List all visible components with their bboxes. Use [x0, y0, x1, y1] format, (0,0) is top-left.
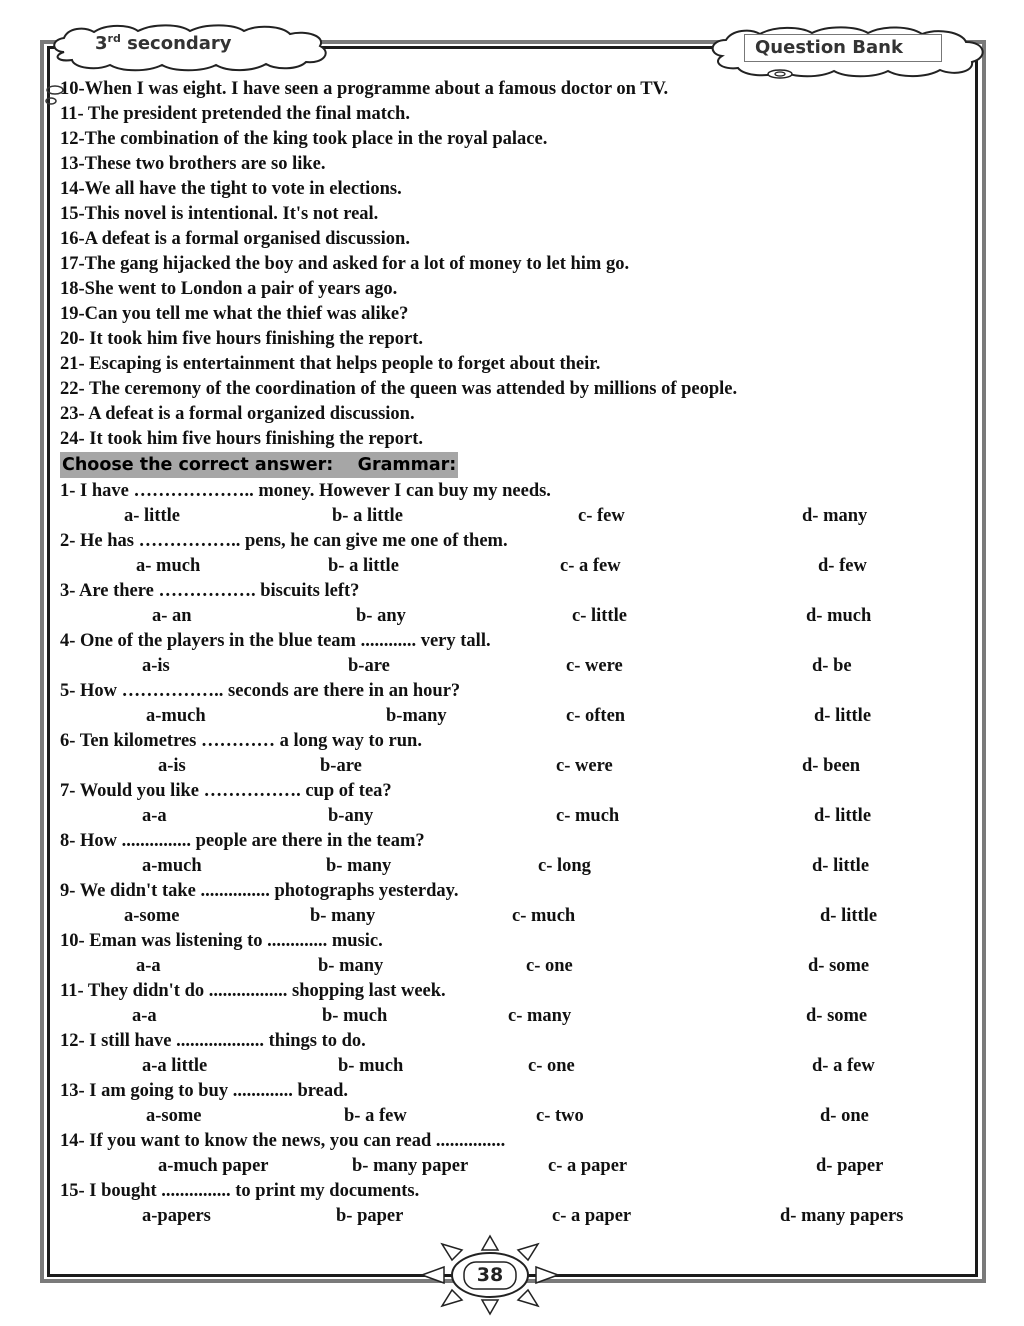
answer-option[interactable]: b- many — [326, 856, 392, 876]
answer-option[interactable]: a- an — [152, 606, 192, 626]
answer-option[interactable]: a-much — [146, 706, 206, 726]
grade-ordinal: rd — [107, 32, 121, 45]
answer-option[interactable]: c- long — [538, 856, 591, 876]
answer-option[interactable]: b-are — [348, 656, 390, 676]
correction-item: 14-We all have the tight to vote in elections. — [60, 179, 402, 199]
answer-option[interactable]: d- much — [806, 606, 872, 626]
answer-option[interactable]: b- a little — [332, 506, 403, 526]
question-bank-title: Question Bank — [755, 37, 903, 58]
correction-item: 15-This novel is intentional. It's not real. — [60, 204, 379, 224]
correction-item: 18-She went to London a pair of years ago. — [60, 279, 398, 299]
answer-option[interactable]: a-some — [146, 1106, 202, 1126]
answer-option[interactable]: a-is — [142, 656, 170, 676]
question-text: 8- How ............... people are there in the team? — [60, 831, 425, 851]
answer-option[interactable]: c- many — [508, 1006, 572, 1026]
answer-option[interactable]: c- often — [566, 706, 626, 726]
answer-option[interactable]: d- little — [820, 906, 878, 926]
answer-option[interactable]: c- a paper — [548, 1156, 628, 1176]
answer-option[interactable]: a-much paper — [158, 1156, 269, 1176]
question-text: 2- He has …………….. pens, he can give me one of them. — [60, 531, 508, 551]
answer-option[interactable]: a-some — [124, 906, 180, 926]
answer-option[interactable]: c- little — [572, 606, 627, 626]
grade-word: secondary — [120, 33, 232, 54]
correction-item: 24- It took him five hours finishing the report. — [60, 429, 423, 449]
answer-option[interactable]: d- little — [812, 856, 870, 876]
answer-option[interactable]: a-a — [132, 1006, 157, 1026]
answer-option[interactable]: b- paper — [336, 1206, 404, 1226]
correction-item: 12-The combination of the king took place in the royal palace. — [60, 129, 548, 149]
answer-option[interactable]: b- a few — [344, 1106, 407, 1126]
question-text: 4- One of the players in the blue team ............ very tall. — [60, 631, 491, 651]
answer-option[interactable]: b- many — [318, 956, 384, 976]
answer-option[interactable]: c- two — [536, 1106, 584, 1126]
answer-option[interactable]: c- were — [556, 756, 613, 776]
answer-option[interactable]: c- a paper — [552, 1206, 632, 1226]
question-text: 6- Ten kilometres ………… a long way to run. — [60, 731, 422, 751]
answer-option[interactable]: c- few — [578, 506, 625, 526]
question-text: 11- They didn't do ................. shopping last week. — [60, 981, 446, 1001]
question-text: 15- I bought ............... to print my documents. — [60, 1181, 420, 1201]
answer-option[interactable]: d- a few — [812, 1056, 875, 1076]
correction-item: 21- Escaping is entertainment that helps people to forget about their. — [60, 354, 601, 374]
page-number: 38 — [476, 1264, 504, 1286]
question-text: 10- Eman was listening to ............. music. — [60, 931, 383, 951]
answer-option[interactable]: c- one — [528, 1056, 575, 1076]
answer-option[interactable]: a-is — [158, 756, 186, 776]
answer-option[interactable]: b- many paper — [352, 1156, 469, 1176]
answer-option[interactable]: a-papers — [142, 1206, 211, 1226]
correction-item: 20- It took him five hours finishing the report. — [60, 329, 423, 349]
answer-option[interactable]: b-any — [328, 806, 374, 826]
answer-option[interactable]: c- a few — [560, 556, 621, 576]
question-text: 14- If you want to know the news, you can read ............... — [60, 1131, 506, 1151]
answer-option[interactable]: b- many — [310, 906, 376, 926]
correction-item: 13-These two brothers are so like. — [60, 154, 326, 174]
question-text: 3- Are there ……………. biscuits left? — [60, 581, 360, 601]
correction-item: 22- The ceremony of the coordination of the queen was attended by millions of people. — [60, 379, 738, 399]
section-title: Choose the correct answer: Grammar: — [60, 452, 458, 478]
answer-option[interactable]: d- paper — [816, 1156, 884, 1176]
answer-option[interactable]: a- little — [124, 506, 180, 526]
correction-item: 17-The gang hijacked the boy and asked for a lot of money to let him go. — [60, 254, 630, 274]
answer-option[interactable]: d- some — [808, 956, 870, 976]
answer-option[interactable]: d- one — [820, 1106, 869, 1126]
question-text: 9- We didn't take ............... photographs yesterday. — [60, 881, 459, 901]
answer-option[interactable]: b- any — [356, 606, 406, 626]
answer-option[interactable]: a-much — [142, 856, 202, 876]
answer-option[interactable]: a-a — [142, 806, 167, 826]
correction-item: 10-When I was eight. I have seen a programme about a famous doctor on TV. — [60, 79, 669, 99]
question-text: 1- I have ……………….. money. However I can buy my needs. — [60, 481, 551, 501]
answer-option[interactable]: c- one — [526, 956, 573, 976]
grade-label — [95, 32, 232, 54]
answer-option[interactable]: c- much — [556, 806, 620, 826]
correction-item: 16-A defeat is a formal organised discussion. — [60, 229, 410, 249]
question-text: 7- Would you like ……………. cup of tea? — [60, 781, 392, 801]
answer-option[interactable]: d- little — [814, 806, 872, 826]
correction-item: 23- A defeat is a formal organized discussion. — [60, 404, 415, 424]
answer-option[interactable]: b-are — [320, 756, 362, 776]
grade-number: 3 — [95, 33, 108, 54]
answer-option[interactable]: b-many — [386, 706, 447, 726]
correction-item: 19-Can you tell me what the thief was alike? — [60, 304, 409, 324]
answer-option[interactable]: d- been — [802, 756, 861, 776]
answer-option[interactable]: d- be — [812, 656, 852, 676]
correction-item: 11- The president pretended the final match. — [60, 104, 410, 124]
answer-option[interactable]: c- much — [512, 906, 576, 926]
answer-option[interactable]: d- many papers — [780, 1206, 904, 1226]
answer-option[interactable]: d- few — [818, 556, 867, 576]
answer-option[interactable]: b- much — [338, 1056, 404, 1076]
answer-option[interactable]: b- much — [322, 1006, 388, 1026]
answer-option[interactable]: a- much — [136, 556, 201, 576]
answer-option[interactable]: d- some — [806, 1006, 868, 1026]
answer-option[interactable]: a-a little — [142, 1056, 208, 1076]
answer-option[interactable]: d- many — [802, 506, 868, 526]
question-text: 5- How …………….. seconds are there in an hour? — [60, 681, 461, 701]
question-text: 13- I am going to buy ............. bread. — [60, 1081, 348, 1101]
answer-option[interactable]: c- were — [566, 656, 623, 676]
answer-option[interactable]: d- little — [814, 706, 872, 726]
answer-option[interactable]: a-a — [136, 956, 161, 976]
question-text: 12- I still have ................... things to do. — [60, 1031, 366, 1051]
answer-option[interactable]: b- a little — [328, 556, 399, 576]
